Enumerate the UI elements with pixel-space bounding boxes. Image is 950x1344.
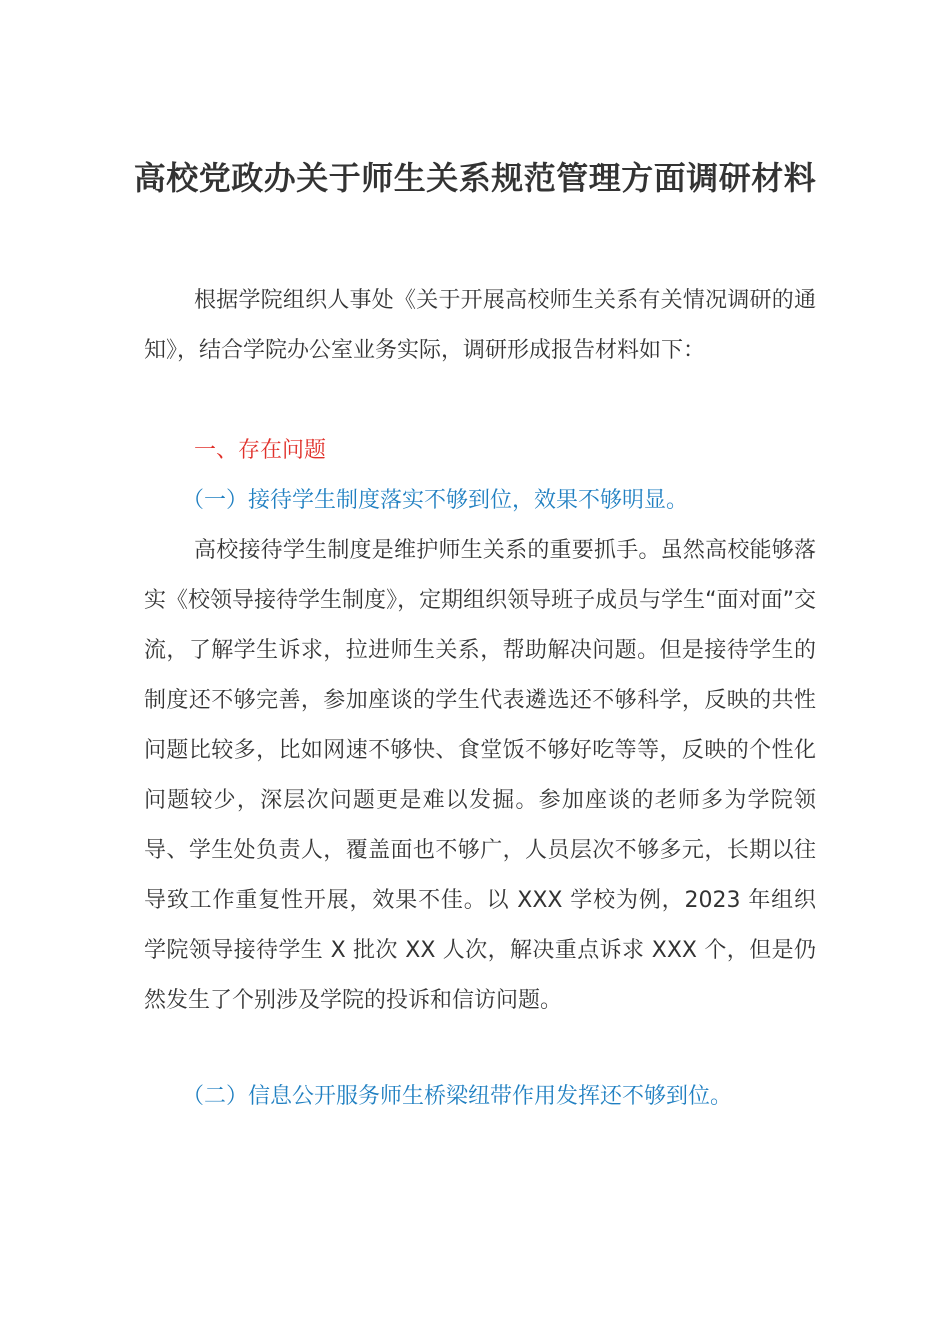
intro-paragraph: 根据学院组织人事处《关于开展高校师生关系有关情况调研的通知》，结合学院办公室业务实际，调研形成报告材料如下： <box>144 288 816 363</box>
subsection-heading-2: （二）信息公开服务师生桥梁纽带作用发挥还不够到位。 <box>182 1084 733 1109</box>
subsection-1-paragraph: 高校接待学生制度是维护师生关系的重要抓手。虽然高校能够落实《校领导接待学生制度》，定期组织领导班子成员与学生“面对面”交流，了解学生诉求，拉进师生关系，帮助解决问题。但是接待学生的制度还不够完善，参加座谈的学生代表遴选还不够科学，反映的共性问题比较多，比如网速不够快、食堂饭不够好吃等等，反映的个性化问题较少，深层次问题更是难以发掘。参加座谈的老师多为学院领导、学生处负责人，覆盖面也不够广，人员层次不够多元，长期以往导致工作重复性开展，效果不佳。以 XXX 学校为例，2023 年组织学院领导接待学生 X 批次 XX 人次，解决重点诉求 XXX 个，但是仍然发生了个别涉及学院的投诉和信访问题。 <box>144 538 816 1013</box>
subsection-heading-1: （一）接待学生制度落实不够到位，效果不够明显。 <box>182 488 689 513</box>
section-heading-problems: 一、存在问题 <box>194 438 327 463</box>
document-title: 高校党政办关于师生关系规范管理方面调研材料 <box>133 159 817 197</box>
